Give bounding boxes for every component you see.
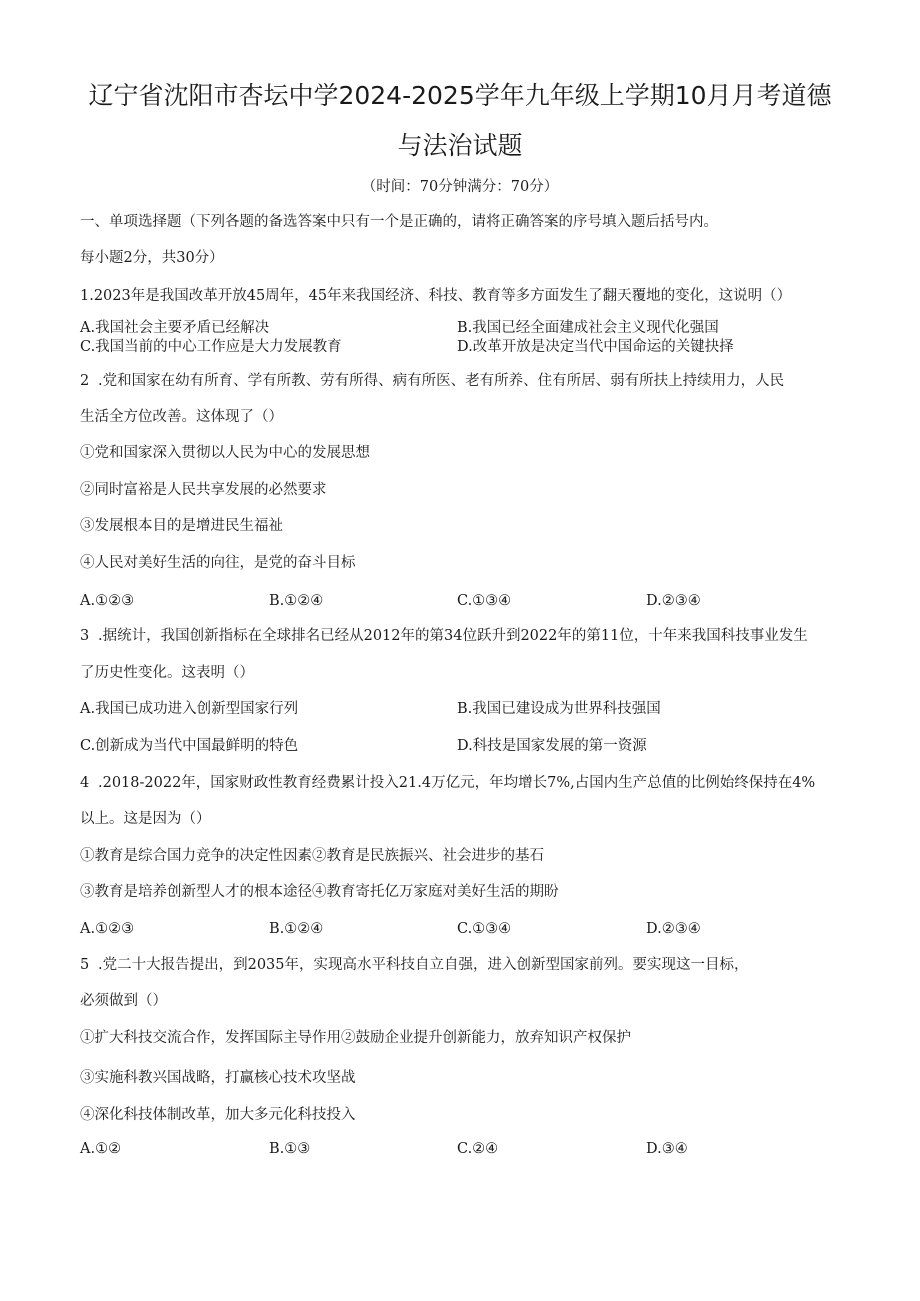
question-4-stem-line2: 以上。这是因为（）: [80, 811, 211, 827]
question-2-item-2: ②同时富裕是人民共享发展的必然要求: [80, 482, 327, 498]
question-2-option-d: D.②③④: [646, 593, 701, 609]
question-4-stem-text: .2018-2022年，国家财政性教育经费累计投入21.4万亿元，年均增长7%,占国内生产总值的比例始终保持在4%: [98, 775, 816, 791]
question-1-stem: 1.2023年是我国改革开放45周年，45年来我国经济、科技、教育等多方面发生了翻天覆地的变化，这说明（）: [80, 288, 792, 304]
question-5-option-c: C.②④: [457, 1141, 499, 1157]
question-4-item-2: ③教育是培养创新型人才的根本途径④教育寄托亿万家庭对美好生活的期盼: [80, 884, 559, 900]
question-4-option-d: D.②③④: [646, 921, 701, 937]
question-1-option-b: B.我国已经全面建成社会主义现代化强国: [457, 320, 719, 336]
question-3-option-d: D.科技是国家发展的第一资源: [457, 738, 647, 754]
question-5-item-1: ①扩大科技交流合作，发挥国际主导作用②鼓励企业提升创新能力，放弃知识产权保护: [80, 1030, 631, 1046]
question-4-option-b: B.①②④: [269, 921, 324, 937]
question-2-item-4: ④人民对美好生活的向往，是党的奋斗目标: [80, 555, 356, 571]
question-3-option-b: B.我国已建设成为世界科技强国: [457, 701, 661, 717]
question-1-option-d: D.改革开放是决定当代中国命运的关键抉择: [457, 339, 734, 355]
question-5-item-3: ④深化科技体制改革，加大多元化科技投入: [80, 1107, 356, 1123]
question-2-option-c: C.①③④: [457, 593, 512, 609]
exam-title-line1: 辽宁省沈阳市杏坛中学2024-2025学年九年级上学期10月月考道德: [88, 81, 832, 110]
section-instruction-line2: 每小题2分，共30分）: [80, 250, 224, 266]
question-5-stem-line2: 必须做到（）: [80, 993, 167, 1009]
question-2-item-3: ③发展根本目的是增进民生福祉: [80, 518, 283, 534]
question-5-option-d: D.③④: [646, 1141, 688, 1157]
question-4-option-c: C.①③④: [457, 921, 512, 937]
question-5-stem-line1: [80, 956, 749, 974]
question-5-option-a: A.①②: [80, 1141, 122, 1157]
question-3-option-a: A.我国已成功进入创新型国家行列: [80, 701, 299, 717]
question-2-stem-line2: 生活全方位改善。这体现了（）: [80, 409, 283, 425]
question-3-option-c: C.创新成为当代中国最鲜明的特色: [80, 738, 299, 754]
question-4-item-1: ①教育是综合国力竞争的决定性因素②教育是民族振兴、社会进步的基石: [80, 848, 544, 864]
question-1-option-a: A.我国社会主要矛盾已经解决: [80, 320, 270, 336]
question-4-number: 4: [80, 775, 90, 791]
question-2-option-a: A.①②③: [80, 593, 135, 609]
section-instruction-line1: 一、单项选择题（下列各题的备选答案中只有一个是正确的，请将正确答案的序号填入题后括号内。: [80, 214, 718, 230]
question-5-number: 5: [80, 957, 90, 973]
question-5-item-2: ③实施科教兴国战略，打赢核心技术攻坚战: [80, 1070, 356, 1086]
question-1-option-c: C.我国当前的中心工作应是大力发展教育: [80, 339, 342, 355]
question-2-number: 2: [80, 373, 90, 389]
question-2-item-1: ①党和国家深入贯彻以人民为中心的发展思想: [80, 445, 370, 461]
question-2-stem-line1: [80, 372, 784, 390]
exam-time-info: （时间：70分钟满分：70分）: [361, 179, 559, 195]
question-5-option-b: B.①③: [269, 1141, 311, 1157]
question-2-stem-text: .党和国家在幼有所育、学有所教、劳有所得、病有所医、老有所养、住有所居、弱有所扶上持续用力，人民: [98, 373, 785, 389]
exam-title-line2: 与法治试题: [397, 131, 523, 160]
question-5-stem-text: .党二十大报告提出，到2035年，实现高水平科技自立自强，进入创新型国家前列。要实现这一目标，: [98, 957, 749, 973]
question-3-stem-text: .据统计，我国创新指标在全球排名已经从2012年的第34位跃升到2022年的第11位，十年来我国科技事业发生: [98, 628, 808, 644]
question-3-number: 3: [80, 628, 90, 644]
question-2-option-b: B.①②④: [269, 593, 324, 609]
question-4-option-a: A.①②③: [80, 921, 135, 937]
question-3-stem-line1: [80, 627, 808, 645]
question-3-stem-line2: 了历史性变化。这表明（）: [80, 665, 254, 681]
question-4-stem-line1: [80, 774, 815, 792]
